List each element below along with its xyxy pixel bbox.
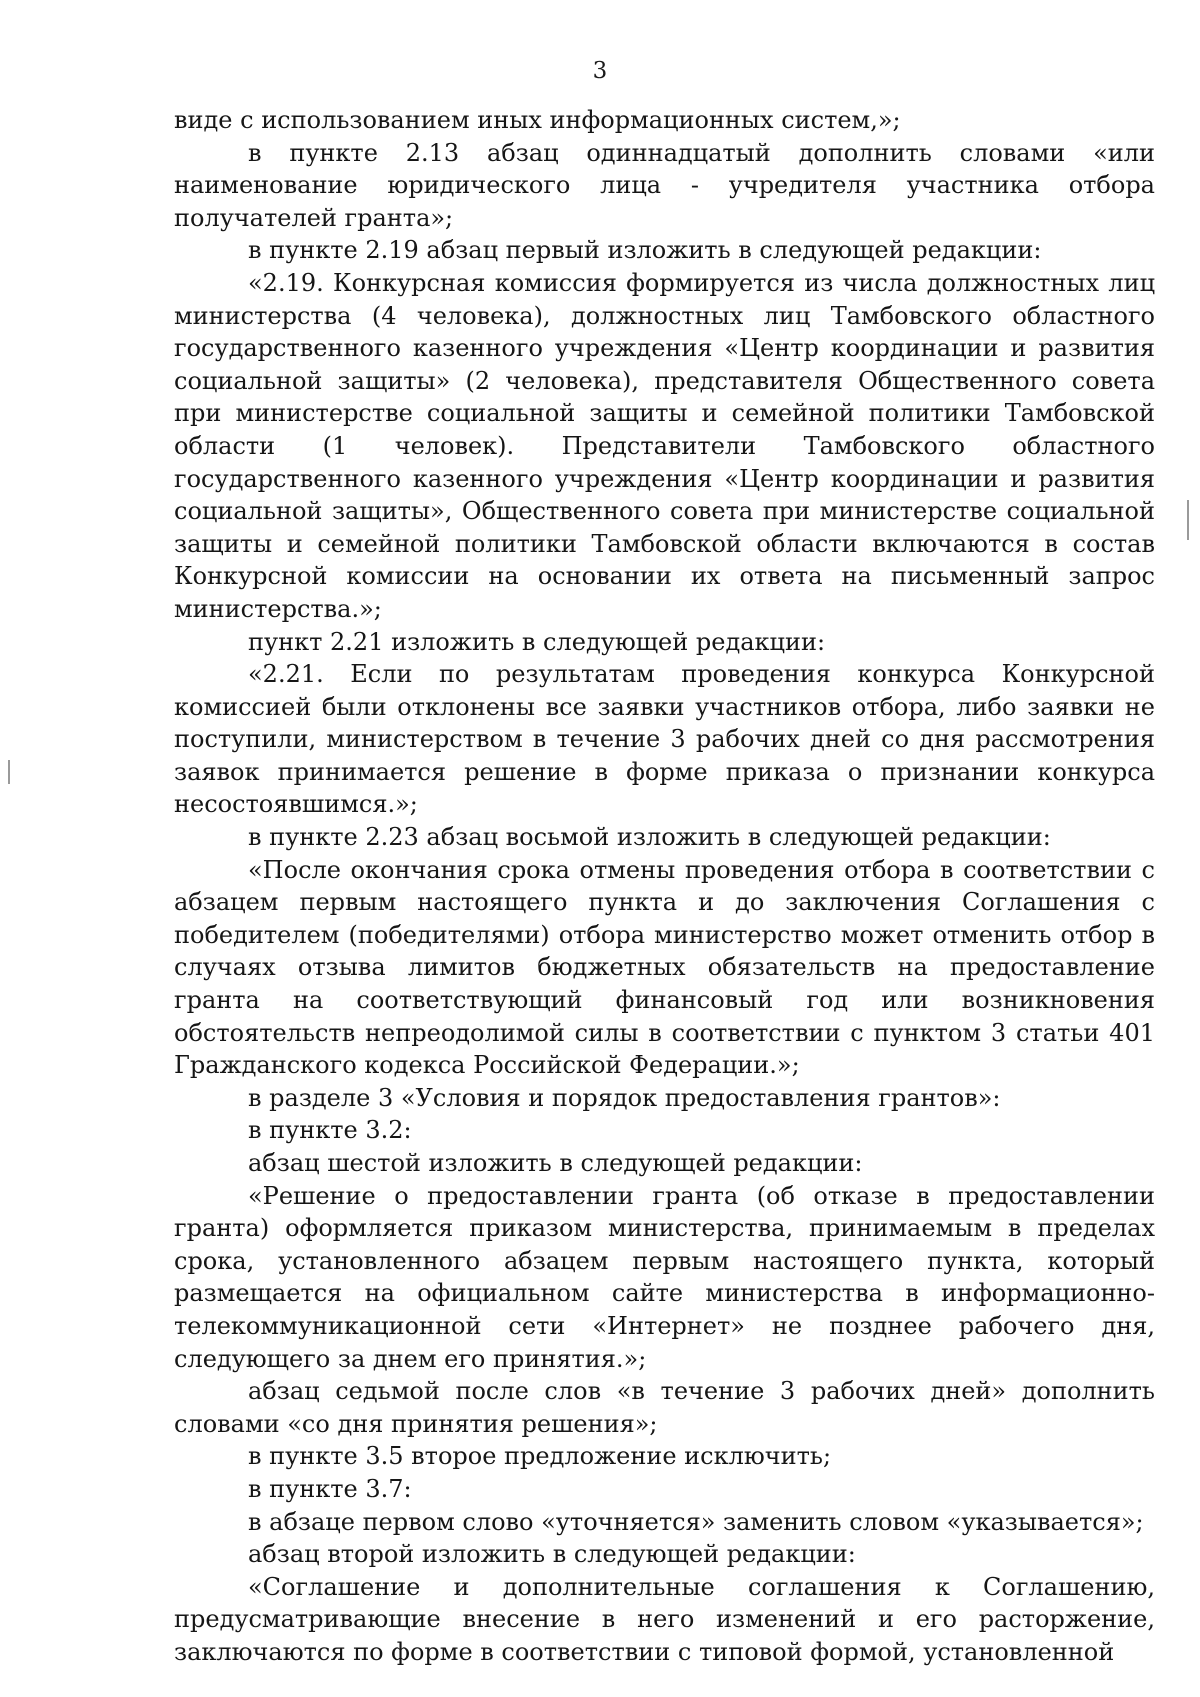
paragraph-13: абзац седьмой после слов «в течение 3 рабочих дней» дополнить словами «со дня принятия решения»;: [174, 1377, 1155, 1438]
paragraph-9: в разделе 3 «Условия и порядок предоставления грантов»:: [248, 1083, 1001, 1112]
paragraph-1: виде с использованием иных информационных систем,»;: [174, 106, 901, 134]
document-body: [174, 104, 1155, 1669]
paragraph-7: в пункте 2.23 абзац восьмой изложить в следующей редакции:: [248, 823, 1051, 852]
scan-speck: [1187, 500, 1189, 540]
scan-speck: [8, 760, 10, 784]
paragraph-3: в пункте 2.19 абзац первый изложить в следующей редакции:: [248, 236, 1042, 265]
paragraph-2: в пункте 2.13 абзац одиннадцатый дополнить словами «или наименование юридического лица - учредителя участника отбора получателей гранта»;: [174, 138, 1155, 232]
paragraph-18: «Соглашение и дополнительные соглашения к Соглашению, предусматривающие внесение в него изменений и его расторжение, заключаются по форме в соответствии с типовой формой, установленной: [174, 1572, 1155, 1666]
paragraph-4: «2.19. Конкурсная комиссия формируется из числа должностных лиц министерства (4 человека), должностных лиц Тамбовского областного государственного казенного учреждения «Центр координации и развития социальной защиты» (2 человека), представителя Общественного совета при министерстве социальной защиты и семейной политики Тамбовской области (1 человек). Представители Тамбовского областного государственного казенного учреждения «Центр координации и развития социальной защиты», Общественного совета при министерстве социальной защиты и семейной политики Тамбовской области включаются в состав Конкурсной комиссии на основании их ответа на письменный запрос министерства.»;: [174, 268, 1155, 623]
paragraph-17: абзац второй изложить в следующей редакции:: [248, 1540, 856, 1569]
paragraph-15: в пункте 3.7:: [248, 1474, 412, 1503]
paragraph-11: абзац шестой изложить в следующей редакции:: [248, 1149, 863, 1177]
paragraph-8: «После окончания срока отмены проведения отбора в соответствии с абзацем первым настоящего пункта и до заключения Соглашения с победителем (победителями) отбора министерство может отменить отбор в случаях отзыва лимитов бюджетных обязательств на предоставление гранта на соответствующий финансовый год или возникновения обстоятельств непреодолимой силы в соответствии с пунктом 3 статьи 401 Гражданского кодекса Российской Федерации.»;: [174, 855, 1155, 1080]
page-number: 3: [592, 58, 608, 84]
paragraph-5: пункт 2.21 изложить в следующей редакции:: [248, 627, 826, 656]
paragraph-14: в пункте 3.5 второе предложение исключить;: [248, 1442, 832, 1471]
paragraph-12: «Решение о предоставлении гранта (об отказе в предоставлении гранта) оформляется приказом министерства, принимаемым в пределах срока, установленного абзацем первым настоящего пункта, который размещается на официальном сайте министерства в информационно-телекоммуникационной сети «Интернет» не позднее рабочего дня, следующего за днем его принятия.»;: [174, 1181, 1155, 1373]
paragraph-6: «2.21. Если по результатам проведения конкурса Конкурсной комиссией были отклонены все заявки участников отбора, либо заявки не поступили, министерством в течение 3 рабочих дней со дня рассмотрения заявок принимается решение в форме приказа о признании конкурса несостоявшимся.»;: [174, 660, 1155, 819]
paragraph-16: в абзаце первом слово «уточняется» заменить словом «указывается»;: [248, 1507, 1144, 1536]
paragraph-10: в пункте 3.2:: [248, 1116, 412, 1145]
